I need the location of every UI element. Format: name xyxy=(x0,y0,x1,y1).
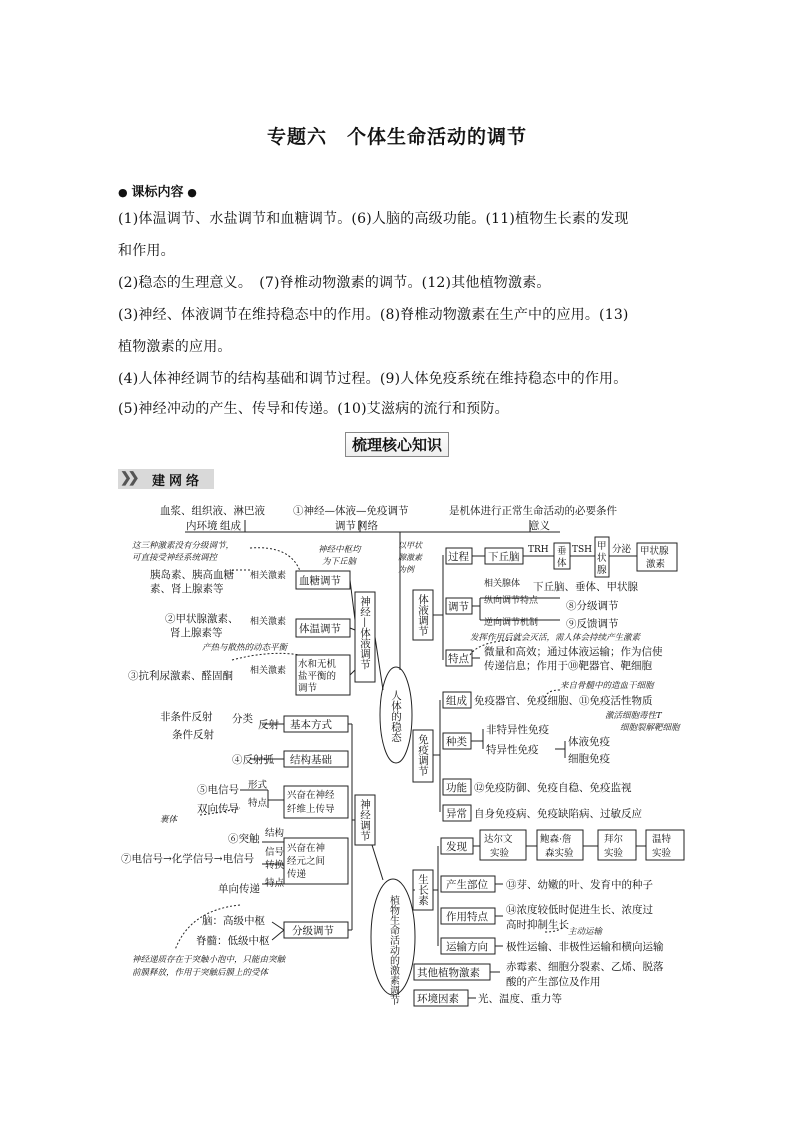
note-3-3: 为例 xyxy=(398,565,414,574)
regulation-text: ①神经—体液—免疫调节 xyxy=(293,505,409,517)
hormones1: 胰岛素、胰高血糖 xyxy=(150,569,234,581)
note-2: 神经中枢均 xyxy=(318,545,361,555)
comp-box: 组成 xyxy=(446,695,467,707)
note-3: 以甲状 xyxy=(398,541,422,550)
brain-text: 脑：高级中枢 xyxy=(202,915,265,927)
conditioned: 条件反射 xyxy=(172,729,214,741)
between-box-2: 经元之间 xyxy=(287,856,326,867)
struct-label: 结构 xyxy=(265,828,285,839)
convert-label: 转换 xyxy=(265,860,285,871)
vertical-label: 纵向调节特点 xyxy=(484,596,539,606)
unconditioned: 非条件反射 xyxy=(160,711,213,723)
auxin-label: 生长素 xyxy=(417,874,429,906)
secrete-label: 分泌 xyxy=(612,544,632,555)
env-val: 光、温度、重力等 xyxy=(478,993,562,1005)
abnormal-box: 异常 xyxy=(446,808,467,820)
note-1: 这三种激素没有分级调节， xyxy=(132,541,235,551)
note-5: 发挥作用后就会灭活，需人体会持续产生激素 xyxy=(470,633,641,643)
note-7b: 细胞裂解靶细胞 xyxy=(620,723,680,733)
hormones1b: 素、肾上腺素等 xyxy=(150,583,224,595)
oneway-text: 单向传递 xyxy=(218,883,260,895)
pituitary-box-2: 体 xyxy=(557,558,567,569)
hormones3: ③抗利尿激素、醛固酮 xyxy=(128,670,233,682)
tsh-label: TSH xyxy=(572,545,593,555)
other-val2: 酸的产生部位及作用 xyxy=(506,976,601,988)
nerve-label: 神经调节 xyxy=(359,799,371,841)
darwin-box: 达尔文 xyxy=(484,834,513,845)
curriculum-line: (3)神经、体液调节在维持稳态中的作用。(8)脊椎动物激素在生产中的应用。(13) xyxy=(118,307,629,323)
plant-center-label: 植物生命活动的激素调节 xyxy=(387,895,399,1005)
thyroid-box-3: 腺 xyxy=(597,565,607,576)
double-chevron-icon: ❯❯ xyxy=(120,470,136,486)
center-label: 人体的稳态 xyxy=(390,690,402,743)
note-9: 主动运输 xyxy=(568,927,603,937)
boysen-box: 鲍森·詹 xyxy=(540,834,572,845)
water-box-2: 盐平衡的 xyxy=(298,671,337,682)
graded-box: 分级调节 xyxy=(292,925,334,937)
comp-val: 免疫器官、免疫细胞、⑪免疫活性物质 xyxy=(474,695,653,707)
transport-val: 极性运输、非极性运输和横向运输 xyxy=(506,941,664,953)
related-gland: 相关腺体 xyxy=(484,579,521,589)
reg-label: 调节 xyxy=(335,520,356,532)
between-box: 兴奋在神 xyxy=(287,843,326,854)
curriculum-line: (2)稳态的生理意义。 (7)脊椎动物激素的调节。(12)其他植物激素。 xyxy=(118,275,551,291)
thyroxine-box-2: 激素 xyxy=(646,559,666,570)
transport-box: 运输方向 xyxy=(446,941,488,953)
trh-label: TRH xyxy=(528,545,549,555)
bullet-icon: ● xyxy=(118,186,132,199)
function-val: ⑫免疫防御、免疫自稳、免疫监视 xyxy=(474,782,632,794)
arc-text: ④反射弧 xyxy=(232,754,274,766)
abnormal-val: 自身免疫病、免疫缺陷病、过敏反应 xyxy=(474,808,642,820)
sig-label: 意义 xyxy=(529,520,550,532)
note-3-2: 腺激素 xyxy=(398,553,422,562)
thyroxine-box: 甲状腺 xyxy=(640,546,669,557)
note-8: 裹体 xyxy=(160,815,178,825)
fiber-box: 兴奋在神经 xyxy=(287,790,335,801)
other-box: 其他植物激素 xyxy=(417,967,480,979)
signal-text: ⑤电信号 xyxy=(197,784,239,796)
effect-box: 作用特点 xyxy=(446,911,488,923)
hypothalamus-box: 下丘脑 xyxy=(488,551,520,563)
went-box: 温特 xyxy=(652,834,672,845)
curriculum-line: (5)神经冲动的产生、传导和传递。(10)艾滋病的流行和预防。 xyxy=(118,401,509,417)
section-tag-label: 建网络 xyxy=(152,474,204,489)
darwin-box-2: 实验 xyxy=(490,848,510,859)
feat1: 微量和高效；通过体液运输；作为信使 xyxy=(484,646,663,658)
note-10: 神经递质存在于突触小泡中，只能由突触 xyxy=(132,955,286,965)
immune-label: 免疫调节 xyxy=(417,734,429,776)
function-box: 功能 xyxy=(446,782,467,794)
thyroid-box: 甲 xyxy=(597,541,607,552)
signal-label: 信号 xyxy=(265,847,285,858)
hormones2: ②甲状腺激素、 xyxy=(165,613,239,625)
bullet-icon: ● xyxy=(183,186,197,199)
process-box: 过程 xyxy=(448,551,469,563)
page-title: 专题六 个体生命活动的调节 xyxy=(266,126,527,148)
curriculum-line: 和作用。 xyxy=(118,243,175,259)
curriculum-heading-text: 课标内容 xyxy=(131,185,184,200)
structure-box: 结构基础 xyxy=(290,754,332,766)
note-4: 产热与散热的动态平衡 xyxy=(202,643,288,653)
types-box: 种类 xyxy=(446,736,467,748)
env-box: 环境因素 xyxy=(417,993,459,1005)
effect-val1: ⑭浓度较低时促进生长、浓度过 xyxy=(506,904,653,916)
feat2: 传递信息；作用于⑩靶器官、靶细胞 xyxy=(484,660,652,672)
nonspecific: 非特异性免疫 xyxy=(486,724,549,736)
basic-box: 基本方式 xyxy=(290,719,332,731)
reverse-label: 逆向调节机制 xyxy=(484,618,539,628)
reflex-label: 反射 xyxy=(258,719,279,731)
note-10b: 前膜释放，作用于突触后膜上的受体 xyxy=(132,968,269,978)
curriculum-line: (1)体温调节、水盐调节和血糖调节。(6)人脑的高级功能。(11)植物生长素的发现 xyxy=(118,211,629,227)
humoral-label: 体液调节 xyxy=(417,594,429,636)
feature-box: 特点 xyxy=(448,653,469,665)
specific: 特异性免疫 xyxy=(486,744,539,756)
bidir-text: 双向传导 xyxy=(197,803,239,815)
section-title-text: 梳理核心知识 xyxy=(345,432,449,457)
comp-label: 组成 xyxy=(220,520,241,532)
site-box: 产生部位 xyxy=(446,879,488,891)
note-7: 激活细胞毒性T xyxy=(605,711,662,721)
feat-label: 特点 xyxy=(248,798,268,809)
curriculum-line: (4)人体神经调节的结构基础和调节过程。(9)人体免疫系统在维持稳态中的作用。 xyxy=(118,371,628,387)
glucose-box: 血糖调节 xyxy=(299,575,341,587)
related-label: 相关激素 xyxy=(250,617,287,627)
curriculum-line: 植物激素的应用。 xyxy=(118,339,232,355)
synapse-text: ⑥突触 xyxy=(228,833,260,845)
form-label: 形式 xyxy=(248,780,268,791)
note-1b: 可直接受神经系统调控 xyxy=(132,553,218,563)
effect-val2: 高时抑制生长 xyxy=(506,919,569,931)
water-box: 水和无机 xyxy=(298,659,337,670)
classify-label: 分类 xyxy=(232,713,253,725)
paal-box: 拜尔 xyxy=(604,834,624,845)
boysen-box-2: 森实验 xyxy=(545,848,574,859)
graded-text: ⑧分级调节 xyxy=(566,600,619,612)
hormones2b: 肾上腺素等 xyxy=(170,627,223,639)
went-box-2: 实验 xyxy=(652,848,672,859)
paal-box-2: 实验 xyxy=(604,848,624,859)
fiber-box-2: 纤维上传导 xyxy=(287,804,335,815)
note-2b: 为下丘脑 xyxy=(322,557,357,567)
signal-chain: ⑦电信号→化学信号→电信号 xyxy=(121,853,255,865)
site-val: ⑬芽、幼嫩的叶、发育中的种子 xyxy=(506,879,653,891)
pituitary-box: 垂 xyxy=(557,546,567,557)
fluids-text: 血浆、组织液、淋巴液 xyxy=(160,505,265,517)
significance-text: 是机体进行正常生命活动的必要条件 xyxy=(449,505,617,517)
thyroid-box-2: 状 xyxy=(597,553,607,564)
other-val1: 赤霉素、细胞分裂素、乙烯、脱落 xyxy=(506,961,664,973)
nerve-body-label: 神经—体液调节 xyxy=(359,596,371,670)
temp-box: 体温调节 xyxy=(299,623,341,635)
humoral-imm: 体液免疫 xyxy=(568,736,610,748)
water-box-3: 调节 xyxy=(298,683,318,694)
between-box-3: 传递 xyxy=(287,869,307,880)
network-label: 网络 xyxy=(357,520,378,532)
spine-text: 脊髓：低级中枢 xyxy=(196,935,270,947)
discovery-box: 发现 xyxy=(446,841,467,853)
feedback-text: ⑨反馈调节 xyxy=(566,618,619,630)
env-label: 内环境 xyxy=(186,520,218,532)
reg-box: 调节 xyxy=(448,601,469,613)
related-label: 相关激素 xyxy=(250,571,287,581)
feat2-label: 特点 xyxy=(265,878,285,889)
note-6: 来自骨髓中的造血干细胞 xyxy=(560,681,654,691)
cellular-imm: 细胞免疫 xyxy=(568,753,610,765)
related-label: 相关激素 xyxy=(250,666,287,676)
glands-text: 下丘脑、垂体、甲状腺 xyxy=(533,581,638,593)
